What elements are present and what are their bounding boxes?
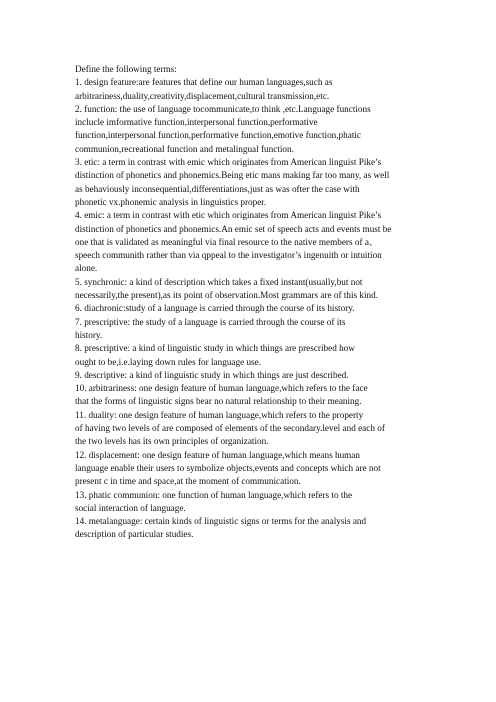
term-entry-line: 5. synchronic: a kind of description which takes a fixed instant(usually,but not: [75, 276, 363, 287]
term-entry: [75, 209, 425, 275]
term-entry-line: 13. phatic communion: one function of human language,which refers to the: [75, 489, 353, 500]
term-entry-line: alone.: [75, 263, 98, 274]
term-entry-line: social interaction of language.: [75, 502, 186, 513]
term-entry-line: of having two levels of are composed of elements of the secondary.level and each of: [75, 423, 385, 434]
term-entry-line: function,interpersonal function,performative function,emotive function,phatic: [75, 130, 361, 141]
term-entry-line: 4. emic: a term in contrast with etic which originates from American linguist Pike’s: [75, 210, 382, 221]
term-entry-line: necessarily,the present),as its point of observation.Most grammars are of this kind.: [75, 290, 379, 301]
term-entry-line: 11. duality: one design feature of human language,which refers to the property: [75, 409, 364, 420]
term-entry-line: ought to be,i.e.laying down rules for language use.: [75, 356, 262, 367]
term-entry-line: distinction of phonetics and phonemics.Being etic mans making far too many, as well: [75, 170, 390, 181]
term-entry-line: inclucle imformative function,interpersonal function,performative: [75, 117, 318, 128]
term-entry-line: that the forms of linguistic signs bear no natural relationship to their meaning.: [75, 396, 362, 407]
term-entry: [75, 342, 425, 369]
term-entry-line: communion,recreational function and metalingual function.: [75, 143, 294, 154]
term-entry-line: as behaviously inconsequential,differentiations,just as was ofter the case with: [75, 183, 360, 194]
term-entry: [75, 369, 425, 382]
term-entry-line: history.: [75, 329, 103, 340]
term-entry-line: 2. function: the use of language tocommunicate,to think ,etc.Language functions: [75, 103, 371, 114]
term-entry-line: 7. prescriptive: the study of a language is carried through the course of its: [75, 316, 346, 327]
term-entry: [75, 76, 425, 103]
term-entry: [75, 316, 425, 343]
term-entry-line: 1. design feature:are features that define our human languages,such as: [75, 77, 333, 88]
term-entry: [75, 489, 425, 516]
document-body: [75, 63, 425, 542]
term-entry: [75, 302, 425, 315]
term-entry-line: 12. displacement: one design feature of human language,which means human: [75, 449, 360, 460]
term-entry-line: speech communith rather than via qppeal to the investigator’s ingenuith or intuition: [75, 250, 382, 261]
term-entry: [75, 409, 425, 449]
term-entry: [75, 515, 425, 542]
term-entry-line: 10. arbitrariness: one design feature of human language,which refers to the face: [75, 383, 368, 394]
term-entry-line: description of particular studies.: [75, 529, 194, 540]
term-entry-line: 3. etic: a term in contrast with emic which originates from American linguist Pike’s: [75, 157, 382, 168]
term-entry-line: 14. metalanguage: certain kinds of linguistic signs or terms for the analysis and: [75, 516, 367, 527]
term-entry-line: 8. prescriptive: a kind of linguistic study in which things are prescribed how: [75, 343, 355, 354]
term-entry-line: phonetic vx.phonemic analysis in linguistics proper.: [75, 196, 267, 207]
term-entry-line: present c in time and space,at the moment of communication.: [75, 476, 301, 487]
term-entry-line: arbitrariness,duality,creativity,displacement,cultural transmission,etc.: [75, 90, 330, 101]
term-entry: [75, 276, 425, 303]
term-entry-line: 9. descriptive: a kind of linguistic study in which things are just described.: [75, 369, 349, 380]
term-list: [75, 76, 425, 541]
term-entry-line: 6. diachronic:study of a language is carried through the course of its history.: [75, 303, 355, 314]
term-entry: [75, 382, 425, 409]
term-entry-line: distinction of phonetics and phonemics.An emic set of speech acts and events must be: [75, 223, 392, 234]
document-heading: Define the following terms:: [75, 64, 177, 74]
term-entry-line: the two levels has its own principles of organization.: [75, 436, 269, 447]
term-entry: [75, 449, 425, 489]
term-entry: [75, 156, 425, 209]
term-entry-line: one that is validated as meaningful via final resource to the native members of a、: [75, 236, 379, 247]
term-entry-line: language enable their users to symbolize objects,events and concepts which are not: [75, 462, 381, 473]
term-entry: [75, 103, 425, 156]
